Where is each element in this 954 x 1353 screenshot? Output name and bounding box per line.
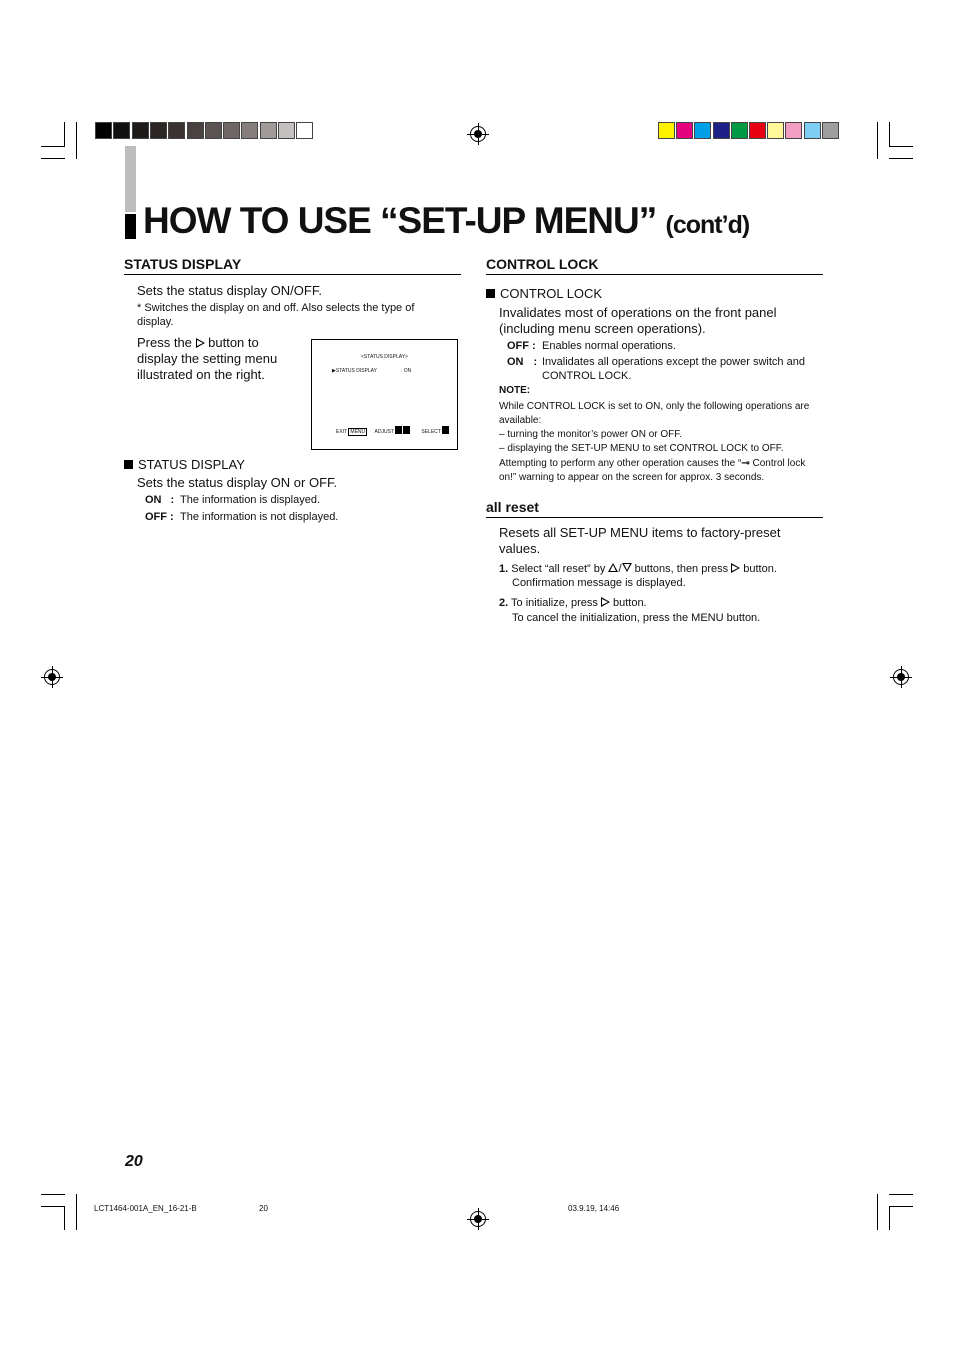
crop-mark bbox=[889, 146, 913, 147]
lock-on-label: ON : bbox=[507, 356, 538, 368]
status-on-text: The information is displayed. bbox=[180, 494, 321, 506]
all-reset-step-1-line2: Confirmation message is displayed. bbox=[512, 577, 686, 589]
color-swatch bbox=[785, 122, 802, 139]
control-lock-heading: CONTROL LOCK bbox=[486, 256, 823, 275]
down-arrow-icon bbox=[622, 563, 632, 572]
all-reset-heading: all reset bbox=[486, 499, 823, 518]
gray-swatch bbox=[150, 122, 167, 139]
right-arrow-icon bbox=[731, 563, 740, 573]
menu-title: <STATUS DISPLAY> bbox=[361, 354, 408, 360]
status-display-heading: STATUS DISPLAY bbox=[124, 256, 461, 275]
gray-swatch bbox=[205, 122, 222, 139]
gray-swatch bbox=[113, 122, 130, 139]
select-key-icon bbox=[442, 426, 449, 434]
lock-off-label: OFF : bbox=[507, 340, 536, 352]
crop-mark bbox=[76, 1194, 77, 1230]
crop-mark bbox=[889, 1194, 913, 1195]
gray-swatch bbox=[260, 122, 277, 139]
adjust-plus-icon bbox=[403, 426, 410, 434]
crop-mark bbox=[889, 122, 890, 146]
title-bar-marker bbox=[125, 214, 136, 239]
crop-mark bbox=[41, 1206, 65, 1207]
crop-mark bbox=[41, 1194, 65, 1195]
crop-mark bbox=[41, 146, 65, 147]
color-swatch bbox=[767, 122, 784, 139]
title-main: HOW TO USE “SET-UP MENU” bbox=[143, 200, 657, 241]
up-arrow-icon bbox=[608, 563, 618, 572]
registration-mark-icon bbox=[893, 669, 909, 685]
status-display-intro: Sets the status display ON/OFF. bbox=[137, 283, 322, 298]
registration-mark-icon bbox=[470, 126, 486, 142]
crop-mark bbox=[889, 158, 913, 159]
square-bullet-icon bbox=[124, 460, 133, 469]
menu-footer: EXIT MENU ADJUST SELECT bbox=[336, 426, 449, 436]
lock-off-text: Enables normal operations. bbox=[542, 340, 676, 352]
gray-swatch bbox=[187, 122, 204, 139]
status-display-subheading: STATUS DISPLAY bbox=[124, 457, 245, 473]
status-display-menu-screen bbox=[311, 339, 458, 450]
note-item: – turning the monitor’s power ON or OFF. bbox=[499, 429, 683, 440]
all-reset-intro: Resets all SET-UP MENU items to factory-preset values. bbox=[499, 525, 781, 556]
registration-mark-icon bbox=[44, 669, 60, 685]
gray-swatch bbox=[95, 122, 112, 139]
key-lock-icon: ⊸ bbox=[741, 458, 750, 469]
color-swatch bbox=[822, 122, 839, 139]
registration-mark-icon bbox=[470, 1211, 486, 1227]
status-on-row: ON : bbox=[145, 494, 175, 506]
footer-date: 03.9.19, 14:46 bbox=[568, 1204, 620, 1213]
note-item: – displaying the SET-UP MENU to set CONTROL LOCK to OFF. bbox=[499, 443, 784, 454]
gray-swatch bbox=[296, 122, 313, 139]
menu-cursor-icon: ▶ bbox=[332, 368, 336, 374]
all-reset-step-1: 1. Select “all reset” by / buttons, then press button. bbox=[499, 563, 777, 575]
adjust-minus-icon bbox=[395, 426, 402, 434]
crop-mark bbox=[889, 1206, 913, 1207]
control-lock-intro: Invalidates most of operations on the front panel (including menu screen operations). bbox=[499, 305, 777, 336]
status-off-text: The information is not displayed. bbox=[180, 511, 339, 523]
gray-swatch bbox=[241, 122, 258, 139]
crop-mark bbox=[76, 122, 77, 159]
color-swatch bbox=[676, 122, 693, 139]
right-arrow-icon bbox=[196, 338, 205, 348]
crop-mark bbox=[889, 1206, 890, 1230]
menu-key: MENU bbox=[350, 429, 366, 435]
page-number: 20 bbox=[125, 1153, 143, 1170]
status-off-label: OFF : bbox=[145, 511, 174, 523]
page-title bbox=[143, 200, 749, 242]
note-warning: Attempting to perform any other operation causes the “⊸ Control lock on!” warning to appear on the screen for approx. 3 seconds. bbox=[499, 458, 806, 483]
right-arrow-icon bbox=[601, 597, 610, 607]
color-swatch bbox=[658, 122, 675, 139]
color-swatch bbox=[713, 122, 730, 139]
status-display-press: Press the button to display the setting menu illustrated on the right. bbox=[137, 335, 278, 382]
gray-swatch bbox=[168, 122, 185, 139]
crop-mark bbox=[877, 122, 878, 159]
color-swatch bbox=[694, 122, 711, 139]
color-swatch bbox=[749, 122, 766, 139]
gray-swatch bbox=[278, 122, 295, 139]
crop-mark bbox=[64, 1206, 65, 1230]
all-reset-step-2: 2. To initialize, press button. bbox=[499, 597, 647, 609]
footer-page: 20 bbox=[259, 1204, 268, 1213]
all-reset-step-2-line2: To cancel the initialization, press the MENU button. bbox=[512, 612, 761, 624]
section-tab bbox=[125, 146, 136, 212]
crop-mark bbox=[877, 1194, 878, 1230]
color-swatch bbox=[804, 122, 821, 139]
menu-item: ▶STATUS DISPLAY bbox=[332, 368, 377, 374]
lock-on-text: Invalidates all operations except the power switch and CONTROL LOCK. bbox=[542, 356, 805, 382]
crop-mark bbox=[41, 158, 65, 159]
gray-swatch bbox=[223, 122, 240, 139]
menu-item-value: : ON bbox=[401, 368, 412, 374]
gray-swatch bbox=[132, 122, 149, 139]
note-text: While CONTROL LOCK is set to ON, only the following operations are available: bbox=[499, 401, 810, 426]
note-label: NOTE: bbox=[499, 385, 531, 396]
control-lock-subheading: CONTROL LOCK bbox=[486, 286, 602, 302]
color-swatch bbox=[731, 122, 748, 139]
square-bullet-icon bbox=[486, 289, 495, 298]
status-display-note: * Switches the display on and off. Also selects the type of display. bbox=[137, 302, 415, 328]
footer-file: LCT1464-001A_EN_16-21-B bbox=[94, 1204, 197, 1213]
status-display-sub-intro: Sets the status display ON or OFF. bbox=[137, 475, 338, 490]
crop-mark bbox=[64, 122, 65, 146]
title-suffix: (cont’d) bbox=[665, 211, 750, 239]
